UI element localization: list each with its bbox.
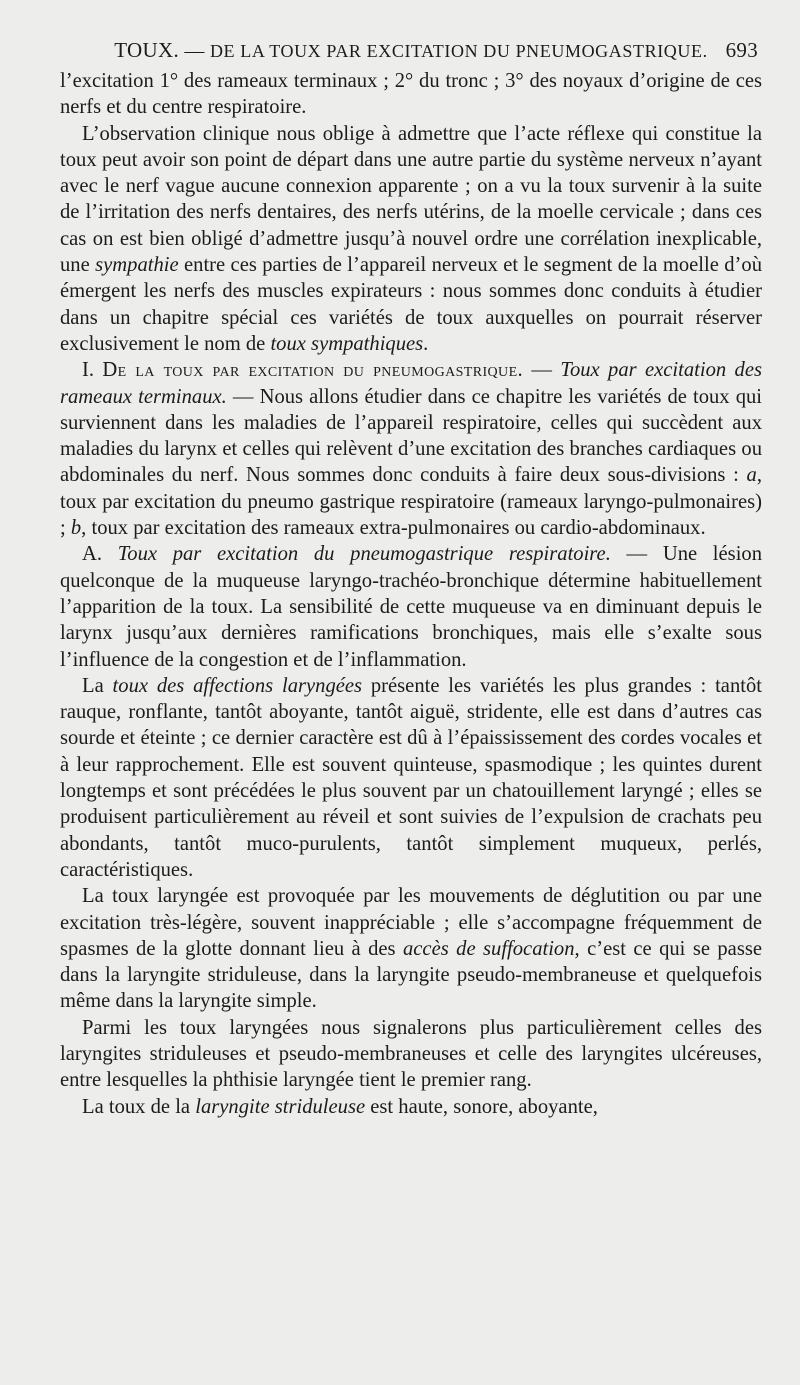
- paragraph-2-italic-sympathie: sympathie: [95, 254, 179, 277]
- paragraph-1-text: l’excitation 1° des rameaux terminaux ; 2° du tronc ; 3° des noyaux d’origine de ces nerfs et du centre respiratoire.: [60, 70, 762, 119]
- section-1-label-a: a: [746, 464, 757, 487]
- page-number: 693: [725, 38, 758, 62]
- subsection-a-text: — Une lésion quelconque de la muqueuse laryngo-trachéo-bronchique détermine habituellement l’apparition de la toux. La sensibilité de cette muqueuse va en diminuant depuis le larynx jusqu’aux dernières ramifications bronchiques, mais elle s’exalte sous l’influence de la congestion et de l’inflammation.: [60, 543, 763, 671]
- paragraph-laryngeal-cough-c: présente les variétés les plus grandes : tantôt rauque, ronflante, tantôt aboyante, tantôt aiguë, stridente, elle est dans d’autres cas sourde et éteinte ; ce dernier caractère est dû à l’épaississement des cordes vocales et à leur rapprochement. Elle est souvent quinteuse, spasmodique ; les quintes durent longtemps et sont précédées le plus souvent par un chatouillement laryngé ; elles se produisent particulièrement au réveil et sont suivies de l’expulsion de crachats peu abondants, tantôt muco-purulents, tantôt simplement muqueux, perlés, caractéristiques.: [60, 674, 762, 881]
- section-1-text: — Nous allons étudier dans ce chapitre les variétés de toux qui surviennent dans les maladies de l’appareil respiratoire, celles qui succèdent aux maladies du larynx et celles qui relèvent d’une excitation des branches cardiaques ou abdominales du nerf. Nous sommes donc conduits à faire deux sous-divisions :: [60, 385, 763, 487]
- section-1-number: I.: [82, 359, 95, 382]
- running-head-title: TOUX.: [114, 38, 179, 62]
- section-1-subheading: Toux par excitation des rameaux terminaux.: [60, 359, 763, 408]
- paragraph-striduleuse-italic: laryngite striduleuse: [195, 1095, 366, 1118]
- paragraph-striduleuse: [60, 1094, 762, 1120]
- paragraph-deglutition-c: , c’est ce qui se passe dans la laryngite striduleuse, dans la laryngite pseudo-membraneuse et quelquefois même dans la laryngite simple.: [60, 937, 762, 1013]
- paragraph-laryngeal-cough: [60, 673, 762, 883]
- paragraph-striduleuse-c: est haute, sonore, aboyante,: [365, 1095, 598, 1118]
- subsection-a-paragraph: [60, 541, 762, 672]
- paragraph-laryngeal-cough-italic: toux des affections laryngées: [112, 674, 363, 697]
- body-text: [60, 68, 762, 1120]
- paragraph-deglutition-a: La toux laryngée est provoquée par les mouvements de déglutition ou par une excitation très-légère, souvent inappréciable ; elle s’accompagne fréquemment de spasmes de la glotte donnant lieu à des: [60, 885, 762, 960]
- paragraph-laryngeal-cough-a: La: [82, 674, 113, 697]
- section-1-dash: —: [523, 359, 561, 382]
- paragraph-2: [60, 121, 762, 358]
- paragraph-2-text-e: .: [423, 332, 429, 355]
- paragraph-2-text-c: entre ces parties de l’appareil nerveux et le segment de la moelle d’où émergent les nerfs des muscles expirateurs : nous sommes donc conduits à étudier dans un chapitre spécial ces variétés de toux auxquelles on pourrait réserver exclusivement le nom de: [60, 254, 762, 355]
- section-1-text-2: , toux par excitation du pneumo gastrique respiratoire (rameaux laryngo-pulmonaires) ;: [60, 464, 762, 540]
- subsection-a-heading: Toux par excitation du pneumogastrique respiratoire.: [117, 543, 611, 566]
- section-1-paragraph: [60, 357, 762, 541]
- subsection-a-label: A.: [82, 543, 103, 566]
- paragraph-2-text-a: L’observation clinique nous oblige à admettre que l’acte réflexe qui constitue la toux peut avoir son point de départ dans une autre partie du système nerveux n’ayant avec le nerf vague aucune connexion apparente ; on a vu la toux survenir à la suite de l’irritation des nerfs dentaires, des nerfs utérins, de la moelle cervicale ; dans ces cas on est bien obligé d’admettre jusqu’à nouvel ordre une corrélation inexplicable, une: [60, 122, 762, 277]
- paragraph-laryngeal-types-text: Parmi les toux laryngées nous signalerons plus particulièrement celles des laryngites striduleuses et pseudo-membraneuses et celle des laryngites ulcéreuses, entre lesquelles la phthisie laryngée tient le premier rang.: [60, 1016, 762, 1092]
- running-head-subtitle: DE LA TOUX PAR EXCITATION DU PNEUMOGASTRIQUE.: [209, 41, 708, 61]
- paragraph-deglutition: [60, 883, 762, 1014]
- paragraph-deglutition-italic: accès de suffocation: [403, 937, 575, 960]
- section-1-label-b: b: [70, 517, 82, 540]
- paragraph-striduleuse-a: La toux de la: [82, 1095, 196, 1118]
- section-1-text-3: , toux par excitation des rameaux extra-pulmonaires ou cardio-abdominaux.: [81, 517, 706, 540]
- paragraph-laryngeal-types: [60, 1015, 762, 1094]
- running-head-dash: —: [184, 40, 205, 62]
- paragraph-1: [60, 68, 762, 121]
- paragraph-2-italic-toux-sympathiques: toux sympathiques: [270, 332, 424, 355]
- section-1-heading: De la toux par excitation du pneumogastrique.: [102, 359, 524, 382]
- running-head: [60, 38, 762, 68]
